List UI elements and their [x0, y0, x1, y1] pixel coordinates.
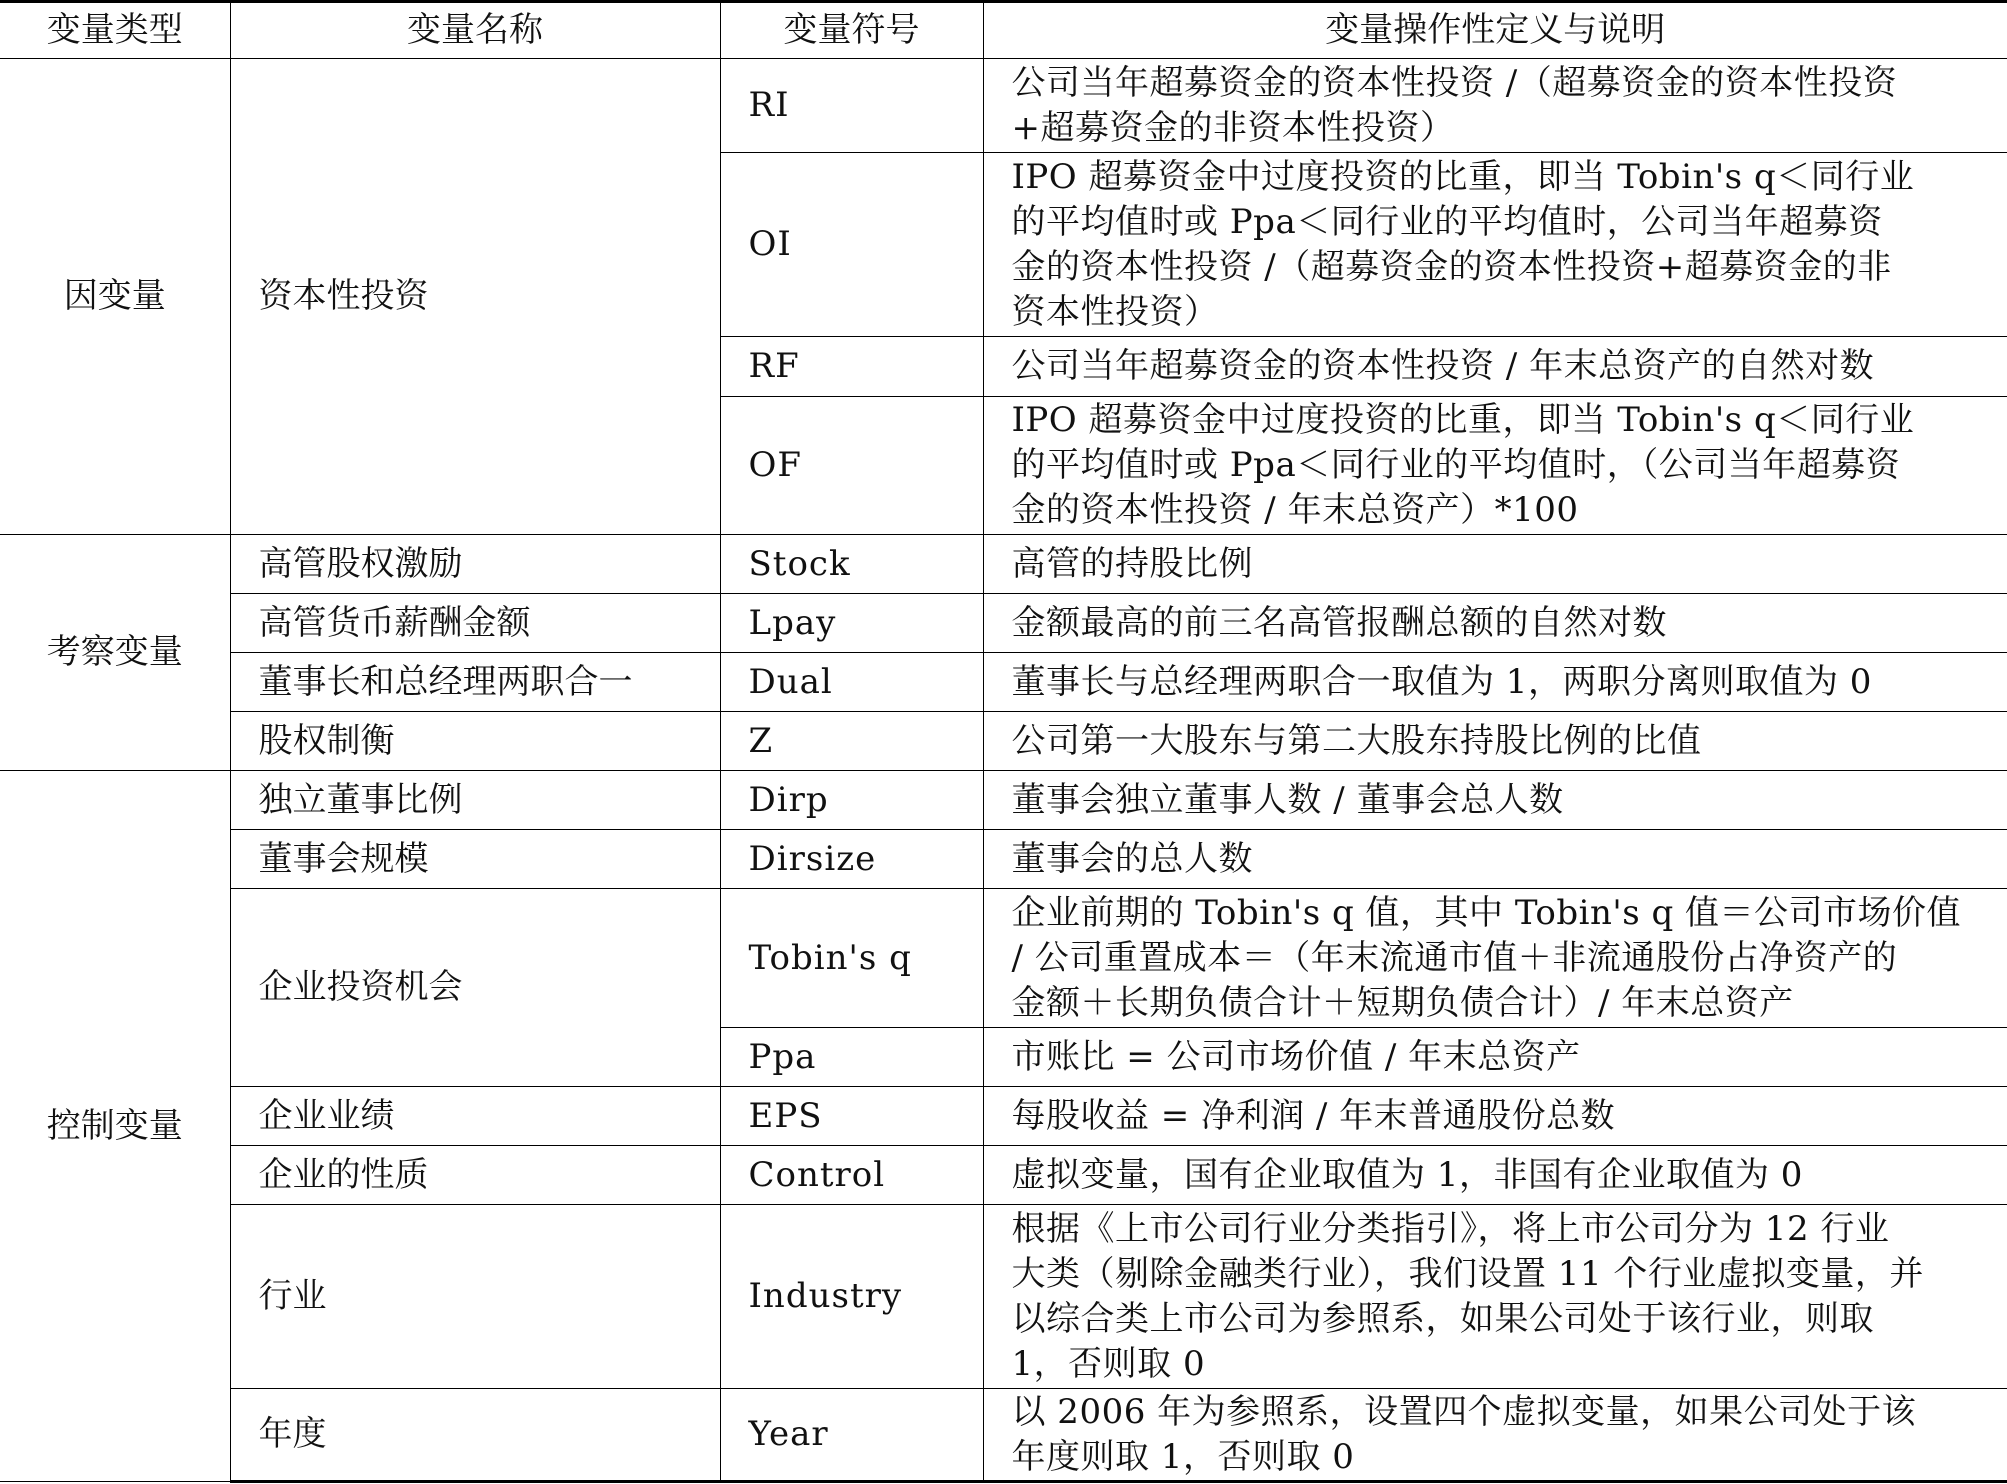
definition-rf: 公司当年超募资金的资本性投资 / 年末总资产的自然对数 [983, 337, 2007, 397]
definition-dirsize: 董事会的总人数 [983, 830, 2007, 889]
symbol-ri: RI [720, 59, 983, 153]
definition-dirp: 董事会独立董事人数 / 董事会总人数 [983, 771, 2007, 830]
name-dirp: 独立董事比例 [230, 771, 720, 830]
table-row [0, 1205, 2007, 1389]
definition-tobin-q: 企业前期的 Tobin's q 值，其中 Tobin's q 值＝公司市场价值 / 公司重置成本＝（年末流通市值＋非流通股份占净资产的 金额＋长期负债合计＋短期负债合计）/ 年末总资产 [983, 889, 2007, 1028]
table-row [0, 535, 2007, 594]
name-capital-investment: 资本性投资 [230, 59, 720, 535]
table-row [0, 1146, 2007, 1205]
symbol-industry: Industry [720, 1205, 983, 1389]
definition-year: 以 2006 年为参照系，设置四个虚拟变量，如果公司处于该 年度则取 1，否则取 0 [983, 1389, 2007, 1482]
group-observed: 考察变量 [0, 535, 230, 771]
definition-of: IPO 超募资金中过度投资的比重，即当 Tobin's q＜同行业 的平均值时或 Ppa＜同行业的平均值时，（公司当年超募资 金的资本性投资 / 年末总资产）*100 [983, 397, 2007, 535]
header-variable-definition: 变量操作性定义与说明 [983, 2, 2007, 59]
name-year: 年度 [230, 1389, 720, 1482]
definition-z: 公司第一大股东与第二大股东持股比例的比值 [983, 712, 2007, 771]
definition-control: 虚拟变量，国有企业取值为 1，非国有企业取值为 0 [983, 1146, 2007, 1205]
symbol-ppa: Ppa [720, 1028, 983, 1087]
name-eps: 企业业绩 [230, 1087, 720, 1146]
definition-stock: 高管的持股比例 [983, 535, 2007, 594]
name-investment-opportunity: 企业投资机会 [230, 889, 720, 1087]
name-dual: 董事长和总经理两职合一 [230, 653, 720, 712]
table-row [0, 889, 2007, 1028]
table-row [0, 653, 2007, 712]
table-header-row [0, 2, 2007, 59]
definition-ppa: 市账比 = 公司市场价值 / 年末总资产 [983, 1028, 2007, 1087]
table-row [0, 1389, 2007, 1482]
definition-industry: 根据《上市公司行业分类指引》，将上市公司分为 12 行业 大类（剔除金融类行业），我们设置 11 个行业虚拟变量，并 以综合类上市公司为参照系，如果公司处于该行业，则取 1，否则取 0 [983, 1205, 2007, 1389]
symbol-dirsize: Dirsize [720, 830, 983, 889]
header-variable-type: 变量类型 [0, 2, 230, 59]
name-z: 股权制衡 [230, 712, 720, 771]
symbol-of: OF [720, 397, 983, 535]
table-row [0, 830, 2007, 889]
symbol-z: Z [720, 712, 983, 771]
symbol-year: Year [720, 1389, 983, 1482]
symbol-tobin-q: Tobin's q [720, 889, 983, 1028]
symbol-stock: Stock [720, 535, 983, 594]
name-dirsize: 董事会规模 [230, 830, 720, 889]
symbol-eps: EPS [720, 1087, 983, 1146]
definition-dual: 董事长与总经理两职合一取值为 1，两职分离则取值为 0 [983, 653, 2007, 712]
table-row [0, 771, 2007, 830]
header-variable-name: 变量名称 [230, 2, 720, 59]
symbol-control: Control [720, 1146, 983, 1205]
symbol-lpay: Lpay [720, 594, 983, 653]
name-control: 企业的性质 [230, 1146, 720, 1205]
definition-oi: IPO 超募资金中过度投资的比重，即当 Tobin's q＜同行业 的平均值时或 Ppa＜同行业的平均值时，公司当年超募资 金的资本性投资 /（超募资金的资本性投资+超募资金的非 资本性投资） [983, 153, 2007, 337]
definition-lpay: 金额最高的前三名高管报酬总额的自然对数 [983, 594, 2007, 653]
name-lpay: 高管货币薪酬金额 [230, 594, 720, 653]
table-row [0, 594, 2007, 653]
symbol-rf: RF [720, 337, 983, 397]
name-industry: 行业 [230, 1205, 720, 1389]
group-control: 控制变量 [0, 771, 230, 1482]
symbol-dual: Dual [720, 653, 983, 712]
header-variable-symbol: 变量符号 [720, 2, 983, 59]
table-row [0, 59, 2007, 153]
table-row [0, 712, 2007, 771]
symbol-dirp: Dirp [720, 771, 983, 830]
name-stock: 高管股权激励 [230, 535, 720, 594]
definition-eps: 每股收益 = 净利润 / 年末普通股份总数 [983, 1087, 2007, 1146]
group-dependent: 因变量 [0, 59, 230, 535]
table-row [0, 1087, 2007, 1146]
symbol-oi: OI [720, 153, 983, 337]
definition-ri: 公司当年超募资金的资本性投资 /（超募资金的资本性投资 +超募资金的非资本性投资） [983, 59, 2007, 153]
